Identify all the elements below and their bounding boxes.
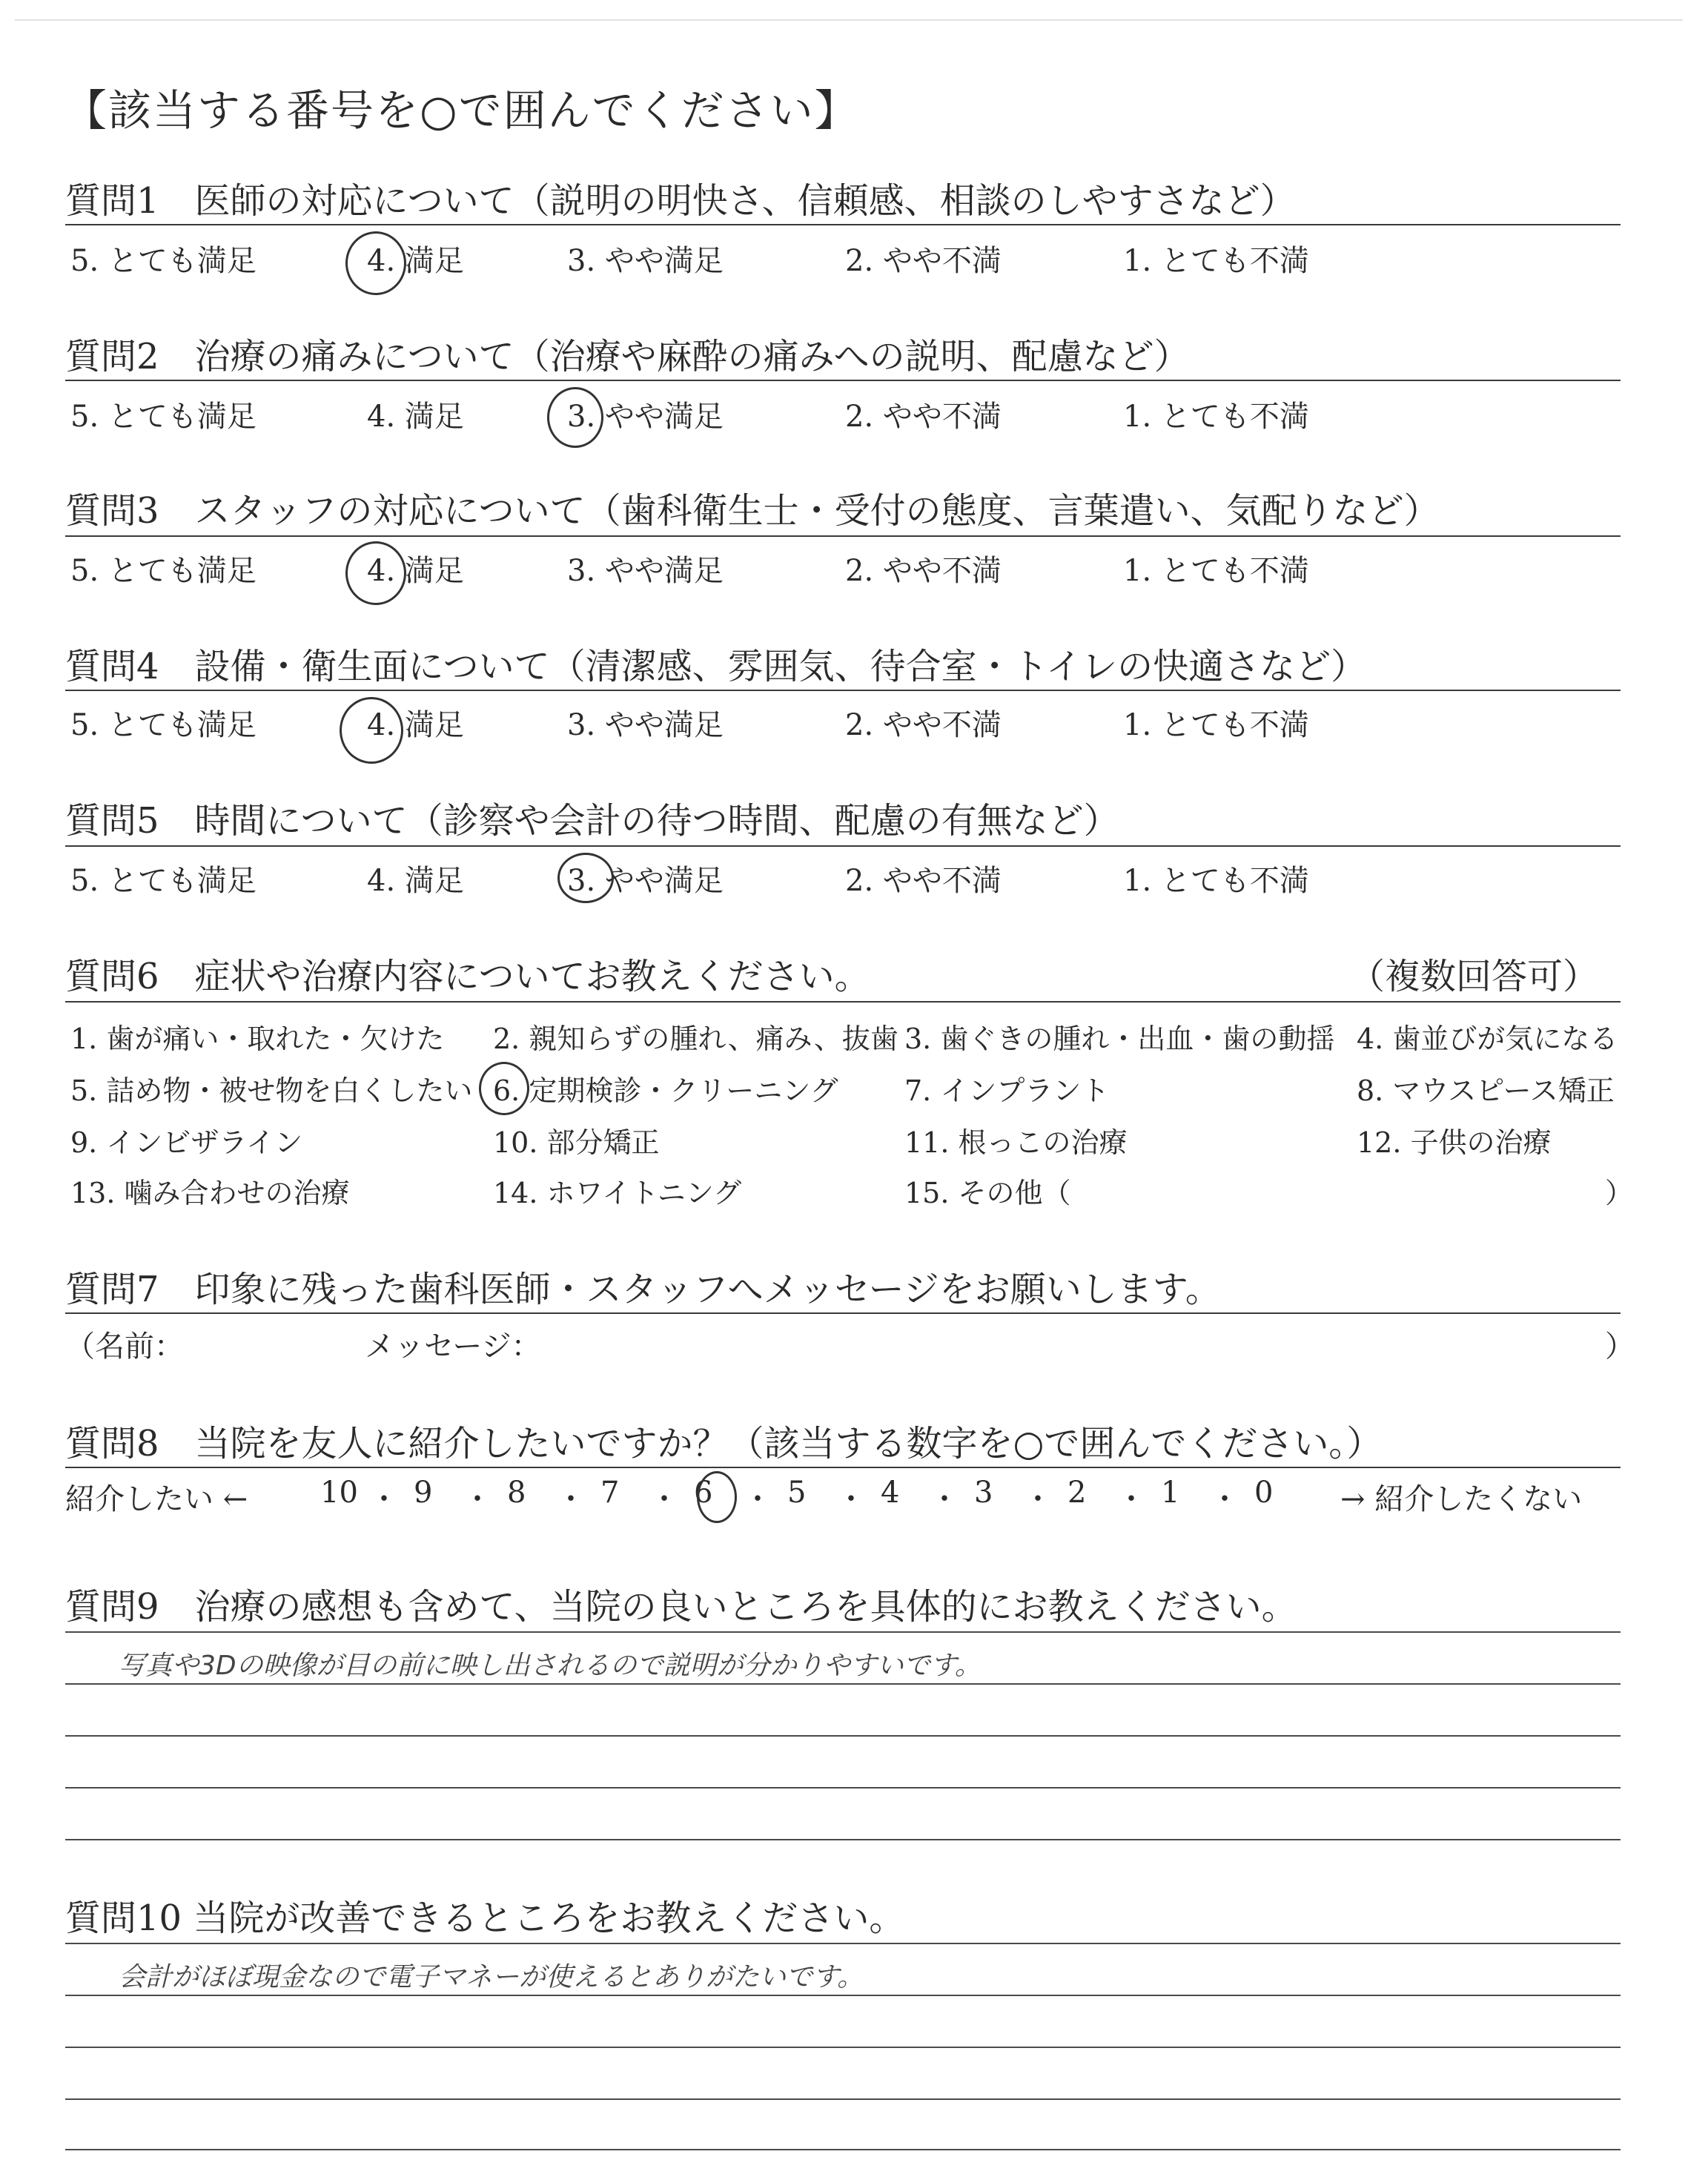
option-5[interactable]: 5. とても満足	[70, 864, 256, 898]
option-2[interactable]: 2. やや不満	[845, 554, 1002, 588]
option-4[interactable]: 4. 満足	[367, 554, 464, 588]
option-1[interactable]: 1. とても不満	[1123, 554, 1309, 588]
scale-separator: ・	[1023, 1482, 1053, 1516]
recommend-right-label: → 紹介したくない	[1340, 1482, 1583, 1516]
option-2[interactable]: 2. やや不満	[845, 708, 1002, 742]
symptom-option[interactable]: 2. 親知らずの腫れ、痛み、抜歯	[493, 1023, 898, 1055]
multiple-answers-note: （複数回答可）	[1349, 956, 1599, 997]
writing-line	[65, 2149, 1621, 2150]
scale-number[interactable]: 1	[1161, 1476, 1180, 1510]
divider	[65, 224, 1621, 225]
symptom-option[interactable]: 11. 根っこの治療	[904, 1126, 1128, 1159]
scan-top-edge	[15, 19, 1683, 21]
scale-separator: ・	[836, 1482, 866, 1516]
selection-circle	[479, 1062, 529, 1115]
writing-line	[65, 1839, 1621, 1840]
option-3[interactable]: 3. やや満足	[567, 708, 724, 742]
question-title: 質問2 治療の痛みについて（治療や麻酔の痛みへの説明、配慮など）	[65, 336, 1190, 377]
scale-separator: ・	[930, 1482, 959, 1516]
option-2[interactable]: 2. やや不満	[845, 400, 1002, 434]
page-heading: 【該当する番号を○で囲んでください】	[64, 85, 859, 136]
question-title: 質問10 当院が改善できるところをお教えください。	[65, 1898, 905, 1939]
option-4[interactable]: 4. 満足	[367, 708, 464, 742]
selection-circle	[547, 387, 603, 448]
symptom-option[interactable]: 5. 詰め物・被せ物を白くしたい	[70, 1074, 473, 1107]
symptom-option[interactable]: 9. インビザライン	[70, 1126, 303, 1159]
scale-separator: ・	[556, 1482, 586, 1516]
scale-number[interactable]: 3	[974, 1476, 993, 1510]
divider	[65, 845, 1621, 847]
option-5[interactable]: 5. とても満足	[70, 708, 256, 742]
symptom-option[interactable]: 12. 子供の治療	[1357, 1126, 1552, 1159]
symptom-option[interactable]: 10. 部分矯正	[493, 1126, 660, 1159]
scale-separator: ・	[743, 1482, 772, 1516]
message-field-label[interactable]: メッセージ：	[365, 1330, 541, 1364]
option-3[interactable]: 3. やや満足	[567, 244, 724, 278]
symptom-option[interactable]: 7. インプラント	[904, 1074, 1110, 1107]
symptom-option[interactable]: 1. 歯が痛い・取れた・欠けた	[70, 1023, 445, 1055]
symptom-option[interactable]: 6. 定期検診・クリーニング	[493, 1074, 838, 1107]
scale-separator: ・	[463, 1482, 492, 1516]
selection-circle	[697, 1471, 737, 1523]
message-close-paren: ）	[1605, 1330, 1635, 1364]
option-1[interactable]: 1. とても不満	[1123, 708, 1309, 742]
handwritten-answer[interactable]: 写真や3Dの映像が目の前に映し出されるので説明が分かりやすいです。	[119, 1651, 982, 1681]
writing-line	[65, 2098, 1621, 2100]
option-2[interactable]: 2. やや不満	[845, 244, 1002, 278]
symptom-option[interactable]: 8. マウスピース矯正	[1357, 1074, 1615, 1107]
option-2[interactable]: 2. やや不満	[845, 864, 1002, 898]
option-3[interactable]: 3. やや満足	[567, 864, 724, 898]
scale-separator: ・	[369, 1482, 399, 1516]
option-4[interactable]: 4. 満足	[367, 400, 464, 434]
selection-circle	[557, 853, 614, 903]
selection-circle	[345, 231, 406, 295]
question-title: 質問5 時間について（診察や会計の待つ時間、配慮の有無など）	[65, 800, 1119, 842]
writing-line	[65, 1683, 1621, 1685]
scale-number[interactable]: 9	[414, 1476, 433, 1510]
scale-number[interactable]: 7	[600, 1476, 620, 1510]
question-title: 質問4 設備・衛生面について（清潔感、雰囲気、待合室・トイレの快適さなど）	[65, 646, 1367, 687]
scale-number[interactable]: 10	[320, 1476, 358, 1510]
symptom-option[interactable]: 4. 歯並びが気になる	[1357, 1023, 1618, 1055]
option-5[interactable]: 5. とても満足	[70, 244, 256, 278]
divider	[65, 1001, 1621, 1003]
option-4[interactable]: 4. 満足	[367, 244, 464, 278]
scale-separator: ・	[1116, 1482, 1146, 1516]
question-title: 質問8 当院を友人に紹介したいですか？（該当する数字を○で囲んでください。）	[65, 1423, 1383, 1464]
option-5[interactable]: 5. とても満足	[70, 554, 256, 588]
selection-circle	[345, 541, 406, 605]
name-field-label[interactable]: （名前：	[65, 1330, 184, 1364]
symptom-option[interactable]: 14. ホワイトニング	[493, 1177, 742, 1209]
question-title: 質問3 スタッフの対応について（歯科衛生士・受付の態度、言葉遣い、気配りなど）	[65, 490, 1440, 532]
symptom-option[interactable]: 3. 歯ぐきの腫れ・出血・歯の動揺	[904, 1023, 1335, 1055]
divider	[65, 690, 1621, 691]
divider	[65, 535, 1621, 537]
option-1[interactable]: 1. とても不満	[1123, 864, 1309, 898]
symptom-option[interactable]: 13. 噛み合わせの治療	[70, 1177, 350, 1209]
scale-number[interactable]: 4	[881, 1476, 900, 1510]
question-title: 質問1 医師の対応について（説明の明快さ、信頼感、相談のしやすさなど）	[65, 180, 1296, 222]
question-title: 質問9 治療の感想も含めて、当院の良いところを具体的にお教えください。	[65, 1586, 1297, 1628]
writing-line	[65, 2047, 1621, 2048]
other-close-paren: ）	[1605, 1177, 1634, 1209]
scale-number[interactable]: 5	[787, 1476, 807, 1510]
divider	[65, 380, 1621, 381]
question-title: 質問7 印象に残った歯科医師・スタッフへメッセージをお願いします。	[65, 1269, 1221, 1310]
recommend-left-label: 紹介したい ←	[65, 1482, 248, 1516]
scale-separator: ・	[649, 1482, 679, 1516]
option-4[interactable]: 4. 満足	[367, 864, 464, 898]
option-3[interactable]: 3. やや満足	[567, 400, 724, 434]
writing-line	[65, 1631, 1621, 1633]
writing-line	[65, 1787, 1621, 1789]
writing-line	[65, 1995, 1621, 1996]
option-1[interactable]: 1. とても不満	[1123, 400, 1309, 434]
scale-number[interactable]: 6	[694, 1476, 713, 1510]
scale-number[interactable]: 0	[1254, 1476, 1274, 1510]
scale-number[interactable]: 8	[507, 1476, 526, 1510]
option-1[interactable]: 1. とても不満	[1123, 244, 1309, 278]
question-title: 質問6 症状や治療内容についてお教えください。	[65, 956, 870, 997]
divider	[65, 1312, 1621, 1314]
divider	[65, 1467, 1621, 1468]
symptom-option-other[interactable]: 15. その他（	[904, 1177, 1071, 1209]
selection-circle	[340, 697, 403, 764]
handwritten-answer[interactable]: 会計がほぼ現金なので電子マネーが使えるとありがたいです。	[119, 1962, 864, 1992]
scale-number[interactable]: 2	[1068, 1476, 1087, 1510]
writing-line	[65, 1735, 1621, 1737]
scale-separator: ・	[1210, 1482, 1239, 1516]
option-5[interactable]: 5. とても満足	[70, 400, 256, 434]
option-3[interactable]: 3. やや満足	[567, 554, 724, 588]
writing-line	[65, 1943, 1621, 1944]
